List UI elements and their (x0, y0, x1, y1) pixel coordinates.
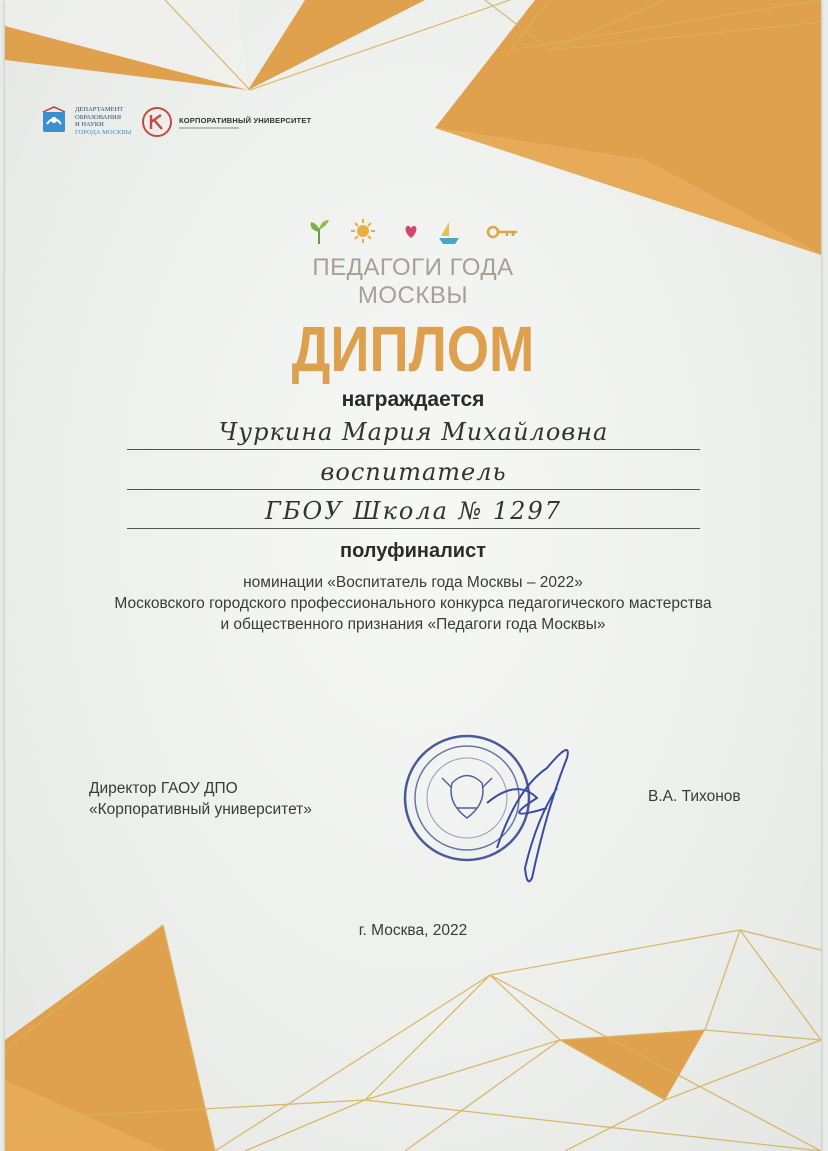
boat-icon (439, 222, 459, 244)
sprout-icon (311, 220, 329, 244)
award-status: полуфиналист (339, 540, 486, 562)
university-logo-text: КОРПОРАТИВНЫЙ УНИВЕРСИТЕТ (179, 116, 312, 125)
recipient-school: ГБОУ Школа № 1297 (127, 497, 700, 529)
official-stamp-signature (397, 728, 597, 893)
sun-icon (351, 219, 375, 243)
recipient-name: Чуркина Мария Михайловна (127, 418, 700, 450)
diploma-title: ДИПЛОМ (291, 313, 535, 385)
diploma-page (5, 0, 821, 1151)
department-emblem-icon (41, 106, 71, 134)
signatory-role: Директор ГАОУ ДПО «Корпоративный университет» (89, 780, 312, 818)
university-logo-subline (179, 127, 239, 129)
heart-icon (406, 226, 417, 238)
awarded-label: награждается (341, 388, 485, 411)
recipient-position: воспитатель (127, 458, 700, 490)
contest-brand: ПЕДАГОГИ ГОДА МОСКВЫ (312, 254, 514, 309)
key-icon (488, 227, 517, 237)
contest-icons (305, 218, 525, 246)
department-logo-text: ДЕПАРТАМЕНТ ОБРАЗОВАНИЯ И НАУКИ ГОРОДА МОСКВЫ (75, 106, 132, 136)
signatory-name: В.А. Тихонов (648, 788, 741, 805)
award-description: номинации «Воспитатель года Москвы – 2022» Московского городского профессионального конкурса педагогического мастерства и общественного признания «Педагоги года Москвы» (114, 574, 712, 633)
city-year: г. Москва, 2022 (358, 922, 468, 939)
university-logo-icon (141, 106, 173, 138)
